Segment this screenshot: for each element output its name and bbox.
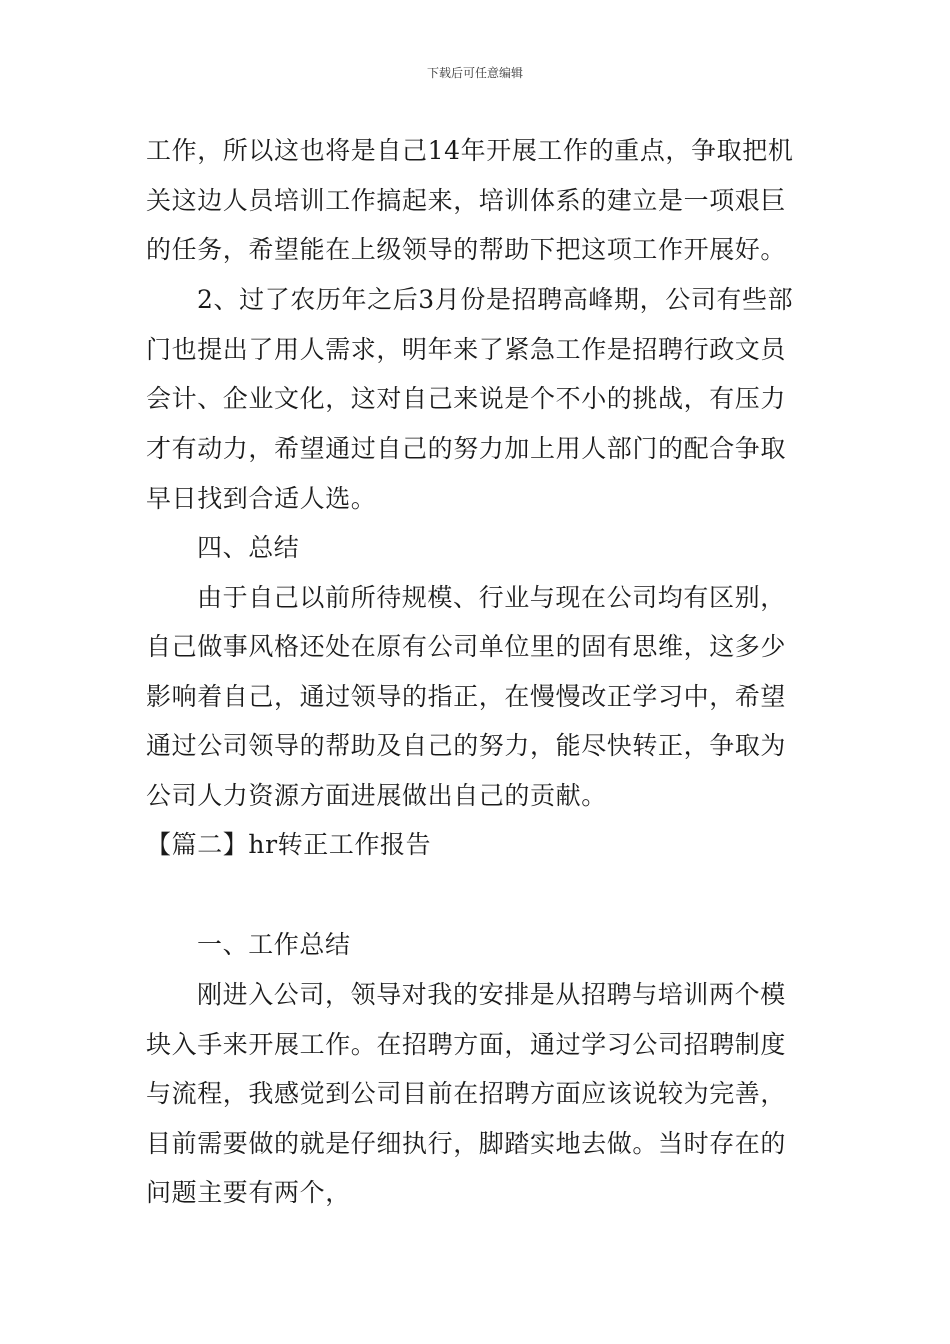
section-heading: 一、工作总结	[197, 930, 351, 959]
paragraph-line: 块入手来开展工作。在招聘方面，通过学习公司招聘制度	[146, 1030, 787, 1059]
paragraph-line: 由于自己以前所待规模、行业与现在公司均有区别，	[197, 583, 786, 612]
paragraph-line: 门也提出了用人需求，明年来了紧急工作是招聘行政文员	[146, 335, 787, 364]
section-heading: 四、总结	[197, 533, 300, 562]
paragraph-line: 问题主要有两个，	[146, 1178, 351, 1207]
paragraph-line: 才有动力，希望通过自己的努力加上用人部门的配合争取	[146, 434, 787, 463]
paragraph-line: 与流程，我感觉到公司目前在招聘方面应该说较为完善，	[146, 1079, 787, 1108]
paragraph-line: 公司人力资源方面进展做出自己的贡献。	[146, 781, 607, 810]
paragraph-line: 关这边人员培训工作搞起来，培训体系的建立是一项艰巨	[146, 186, 787, 215]
paragraph-line: 的任务，希望能在上级领导的帮助下把这项工作开展好。	[146, 235, 787, 264]
paragraph-line: 2、过了农历年之后3月份是招聘高峰期，公司有些部	[197, 285, 794, 314]
paragraph-line: 早日找到合适人选。	[146, 484, 377, 513]
paragraph-line: 会计、企业文化，这对自己来说是个不小的挑战，有压力	[146, 384, 787, 413]
header-note: 下载后可任意编辑	[426, 66, 523, 80]
paragraph-line: 自己做事风格还处在原有公司单位里的固有思维，这多少	[146, 632, 787, 661]
paragraph-line: 影响着自己，通过领导的指正，在慢慢改正学习中，希望	[146, 682, 787, 711]
paragraph-line: 刚进入公司，领导对我的安排是从招聘与培训两个模	[197, 980, 786, 1009]
paragraph-line: 工作，所以这也将是自己14年开展工作的重点，争取把机	[146, 136, 794, 165]
paragraph-line: 目前需要做的就是仔细执行，脚踏实地去做。当时存在的	[146, 1129, 787, 1158]
paragraph-line: 通过公司领导的帮助及自己的努力，能尽快转正，争取为	[146, 731, 787, 760]
chapter-title: 【篇二】hr转正工作报告	[146, 830, 432, 859]
